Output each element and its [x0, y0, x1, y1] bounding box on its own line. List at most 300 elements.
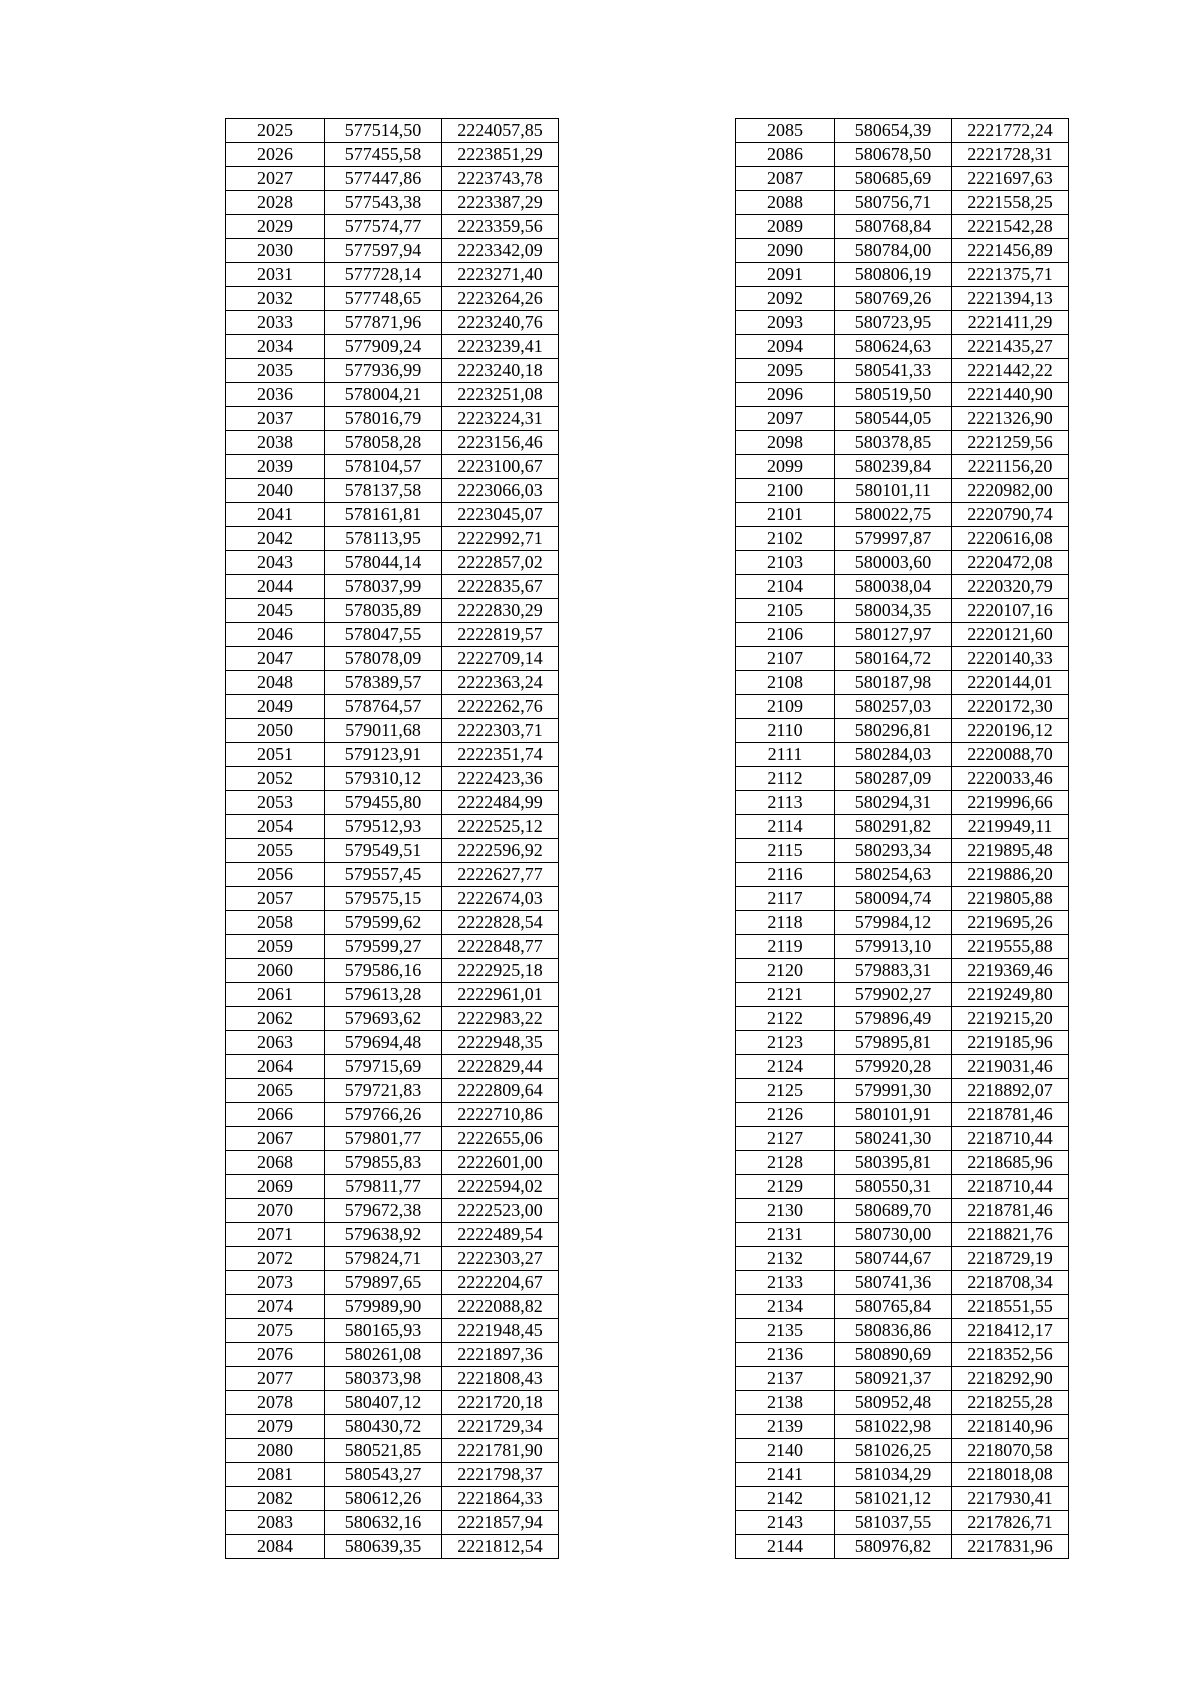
- y-coordinate-cell: 2218352,56: [952, 1343, 1069, 1367]
- table-row: [226, 431, 559, 455]
- point-number-cell: 2031: [226, 263, 325, 287]
- y-coordinate-cell: 2222204,67: [442, 1271, 559, 1295]
- point-number-cell: 2034: [226, 335, 325, 359]
- table-row: [226, 359, 559, 383]
- y-coordinate-cell: 2222423,36: [442, 767, 559, 791]
- table-row: [226, 455, 559, 479]
- x-coordinate-cell: 580293,34: [835, 839, 952, 863]
- table-row: [736, 815, 1069, 839]
- y-coordinate-cell: 2218710,44: [952, 1127, 1069, 1151]
- y-coordinate-cell: 2218685,96: [952, 1151, 1069, 1175]
- y-coordinate-cell: 2221720,18: [442, 1391, 559, 1415]
- table-row: [226, 911, 559, 935]
- x-coordinate-cell: 580890,69: [835, 1343, 952, 1367]
- point-number-cell: 2117: [736, 887, 835, 911]
- point-number-cell: 2087: [736, 167, 835, 191]
- point-number-cell: 2138: [736, 1391, 835, 1415]
- y-coordinate-cell: 2223387,29: [442, 191, 559, 215]
- table-row: [736, 335, 1069, 359]
- table-row: [226, 1487, 559, 1511]
- point-number-cell: 2025: [226, 119, 325, 143]
- point-number-cell: 2111: [736, 743, 835, 767]
- table-row: [736, 1511, 1069, 1535]
- table-row: [736, 263, 1069, 287]
- x-coordinate-cell: 578037,99: [325, 575, 442, 599]
- point-number-cell: 2057: [226, 887, 325, 911]
- table-row: [736, 959, 1069, 983]
- point-number-cell: 2029: [226, 215, 325, 239]
- table-row: [226, 575, 559, 599]
- x-coordinate-cell: 577574,77: [325, 215, 442, 239]
- table-row: [226, 1415, 559, 1439]
- point-number-cell: 2128: [736, 1151, 835, 1175]
- y-coordinate-cell: 2222848,77: [442, 935, 559, 959]
- point-number-cell: 2067: [226, 1127, 325, 1151]
- point-number-cell: 2126: [736, 1103, 835, 1127]
- table-row: [226, 1031, 559, 1055]
- x-coordinate-cell: 577728,14: [325, 263, 442, 287]
- point-number-cell: 2080: [226, 1439, 325, 1463]
- point-number-cell: 2125: [736, 1079, 835, 1103]
- table-row: [736, 143, 1069, 167]
- table-row: [226, 215, 559, 239]
- point-number-cell: 2095: [736, 359, 835, 383]
- y-coordinate-cell: 2222596,92: [442, 839, 559, 863]
- table-row: [226, 647, 559, 671]
- point-number-cell: 2063: [226, 1031, 325, 1055]
- y-coordinate-cell: 2221697,63: [952, 167, 1069, 191]
- y-coordinate-cell: 2218140,96: [952, 1415, 1069, 1439]
- point-number-cell: 2105: [736, 599, 835, 623]
- x-coordinate-cell: 580765,84: [835, 1295, 952, 1319]
- x-coordinate-cell: 577543,38: [325, 191, 442, 215]
- table-row: [226, 383, 559, 407]
- y-coordinate-cell: 2223224,31: [442, 407, 559, 431]
- table-row: [736, 503, 1069, 527]
- y-coordinate-cell: 2223100,67: [442, 455, 559, 479]
- x-coordinate-cell: 580624,63: [835, 335, 952, 359]
- x-coordinate-cell: 580612,26: [325, 1487, 442, 1511]
- y-coordinate-cell: 2221808,43: [442, 1367, 559, 1391]
- table-row: [736, 671, 1069, 695]
- x-coordinate-cell: 580187,98: [835, 671, 952, 695]
- y-coordinate-cell: 2218708,34: [952, 1271, 1069, 1295]
- point-number-cell: 2074: [226, 1295, 325, 1319]
- table-row: [736, 1463, 1069, 1487]
- point-number-cell: 2089: [736, 215, 835, 239]
- x-coordinate-cell: 580784,00: [835, 239, 952, 263]
- y-coordinate-cell: 2221864,33: [442, 1487, 559, 1511]
- table-row: [736, 839, 1069, 863]
- y-coordinate-cell: 2223240,18: [442, 359, 559, 383]
- table-row: [226, 311, 559, 335]
- table-row: [736, 647, 1069, 671]
- y-coordinate-cell: 2223342,09: [442, 239, 559, 263]
- point-number-cell: 2062: [226, 1007, 325, 1031]
- x-coordinate-cell: 580257,03: [835, 695, 952, 719]
- point-number-cell: 2127: [736, 1127, 835, 1151]
- y-coordinate-cell: 2221542,28: [952, 215, 1069, 239]
- y-coordinate-cell: 2219369,46: [952, 959, 1069, 983]
- point-number-cell: 2104: [736, 575, 835, 599]
- x-coordinate-cell: 580976,82: [835, 1535, 952, 1559]
- y-coordinate-cell: 2218412,17: [952, 1319, 1069, 1343]
- x-coordinate-cell: 579811,77: [325, 1175, 442, 1199]
- x-coordinate-cell: 577514,50: [325, 119, 442, 143]
- y-coordinate-cell: 2222489,54: [442, 1223, 559, 1247]
- point-number-cell: 2032: [226, 287, 325, 311]
- point-number-cell: 2049: [226, 695, 325, 719]
- table-row: [736, 1223, 1069, 1247]
- table-row: [736, 455, 1069, 479]
- point-number-cell: 2084: [226, 1535, 325, 1559]
- y-coordinate-cell: 2218821,76: [952, 1223, 1069, 1247]
- point-number-cell: 2134: [736, 1295, 835, 1319]
- y-coordinate-cell: 2220172,30: [952, 695, 1069, 719]
- point-number-cell: 2047: [226, 647, 325, 671]
- point-number-cell: 2038: [226, 431, 325, 455]
- point-number-cell: 2123: [736, 1031, 835, 1055]
- table-row: [226, 959, 559, 983]
- point-number-cell: 2110: [736, 719, 835, 743]
- y-coordinate-cell: 2220144,01: [952, 671, 1069, 695]
- x-coordinate-cell: 579672,38: [325, 1199, 442, 1223]
- x-coordinate-cell: 577909,24: [325, 335, 442, 359]
- table-row: [736, 215, 1069, 239]
- y-coordinate-cell: 2222627,77: [442, 863, 559, 887]
- point-number-cell: 2055: [226, 839, 325, 863]
- x-coordinate-cell: 581037,55: [835, 1511, 952, 1535]
- table-row: [736, 431, 1069, 455]
- y-coordinate-cell: 2221812,54: [442, 1535, 559, 1559]
- table-row: [736, 1079, 1069, 1103]
- table-row: [226, 935, 559, 959]
- y-coordinate-cell: 2220790,74: [952, 503, 1069, 527]
- point-number-cell: 2093: [736, 311, 835, 335]
- table-row: [226, 1535, 559, 1559]
- y-coordinate-cell: 2222857,02: [442, 551, 559, 575]
- y-coordinate-cell: 2224057,85: [442, 119, 559, 143]
- x-coordinate-cell: 579575,15: [325, 887, 442, 911]
- x-coordinate-cell: 580756,71: [835, 191, 952, 215]
- point-number-cell: 2085: [736, 119, 835, 143]
- y-coordinate-cell: 2221897,36: [442, 1343, 559, 1367]
- table-row: [226, 839, 559, 863]
- table-row: [226, 887, 559, 911]
- x-coordinate-cell: 580541,33: [835, 359, 952, 383]
- point-number-cell: 2056: [226, 863, 325, 887]
- y-coordinate-cell: 2218729,19: [952, 1247, 1069, 1271]
- x-coordinate-cell: 580685,69: [835, 167, 952, 191]
- y-coordinate-cell: 2221411,29: [952, 311, 1069, 335]
- point-number-cell: 2081: [226, 1463, 325, 1487]
- table-row: [226, 1055, 559, 1079]
- x-coordinate-cell: 580241,30: [835, 1127, 952, 1151]
- y-coordinate-cell: 2222830,29: [442, 599, 559, 623]
- point-number-cell: 2133: [736, 1271, 835, 1295]
- table-row: [226, 1343, 559, 1367]
- x-coordinate-cell: 579883,31: [835, 959, 952, 983]
- table-row: [736, 767, 1069, 791]
- y-coordinate-cell: 2220121,60: [952, 623, 1069, 647]
- table-row: [736, 1535, 1069, 1559]
- y-coordinate-cell: 2222088,82: [442, 1295, 559, 1319]
- y-coordinate-cell: 2220088,70: [952, 743, 1069, 767]
- point-number-cell: 2044: [226, 575, 325, 599]
- y-coordinate-cell: 2223743,78: [442, 167, 559, 191]
- y-coordinate-cell: 2219996,66: [952, 791, 1069, 815]
- y-coordinate-cell: 2218255,28: [952, 1391, 1069, 1415]
- y-coordinate-cell: 2219895,48: [952, 839, 1069, 863]
- point-number-cell: 2136: [736, 1343, 835, 1367]
- table-row: [736, 191, 1069, 215]
- point-number-cell: 2102: [736, 527, 835, 551]
- y-coordinate-cell: 2223240,76: [442, 311, 559, 335]
- table-row: [736, 1055, 1069, 1079]
- x-coordinate-cell: 578016,79: [325, 407, 442, 431]
- y-coordinate-cell: 2221948,45: [442, 1319, 559, 1343]
- y-coordinate-cell: 2222674,03: [442, 887, 559, 911]
- point-number-cell: 2069: [226, 1175, 325, 1199]
- x-coordinate-cell: 580689,70: [835, 1199, 952, 1223]
- y-coordinate-cell: 2220616,08: [952, 527, 1069, 551]
- table-row: [226, 1199, 559, 1223]
- x-coordinate-cell: 581022,98: [835, 1415, 952, 1439]
- table-row: [226, 1271, 559, 1295]
- point-number-cell: 2119: [736, 935, 835, 959]
- y-coordinate-cell: 2221772,24: [952, 119, 1069, 143]
- table-row: [736, 119, 1069, 143]
- table-row: [226, 1151, 559, 1175]
- table-row: [736, 551, 1069, 575]
- table-row: [226, 1367, 559, 1391]
- y-coordinate-cell: 2219805,88: [952, 887, 1069, 911]
- x-coordinate-cell: 579902,27: [835, 983, 952, 1007]
- table-row: [736, 1271, 1069, 1295]
- table-row: [226, 863, 559, 887]
- y-coordinate-cell: 2222710,86: [442, 1103, 559, 1127]
- x-coordinate-cell: 580730,00: [835, 1223, 952, 1247]
- x-coordinate-cell: 578047,55: [325, 623, 442, 647]
- table-row: [226, 1127, 559, 1151]
- table-row: [226, 527, 559, 551]
- x-coordinate-cell: 580294,31: [835, 791, 952, 815]
- table-row: [736, 1391, 1069, 1415]
- x-coordinate-cell: 580378,85: [835, 431, 952, 455]
- x-coordinate-cell: 580741,36: [835, 1271, 952, 1295]
- x-coordinate-cell: 580632,16: [325, 1511, 442, 1535]
- table-row: [226, 143, 559, 167]
- y-coordinate-cell: 2219249,80: [952, 983, 1069, 1007]
- x-coordinate-cell: 581026,25: [835, 1439, 952, 1463]
- x-coordinate-cell: 577871,96: [325, 311, 442, 335]
- table-row: [226, 551, 559, 575]
- table-row: [226, 1463, 559, 1487]
- x-coordinate-cell: 580127,97: [835, 623, 952, 647]
- y-coordinate-cell: 2219185,96: [952, 1031, 1069, 1055]
- y-coordinate-cell: 2219031,46: [952, 1055, 1069, 1079]
- point-number-cell: 2058: [226, 911, 325, 935]
- point-number-cell: 2135: [736, 1319, 835, 1343]
- table-row: [226, 167, 559, 191]
- x-coordinate-cell: 579123,91: [325, 743, 442, 767]
- x-coordinate-cell: 579801,77: [325, 1127, 442, 1151]
- y-coordinate-cell: 2221375,71: [952, 263, 1069, 287]
- table-row: [226, 239, 559, 263]
- point-number-cell: 2050: [226, 719, 325, 743]
- x-coordinate-cell: 578389,57: [325, 671, 442, 695]
- y-coordinate-cell: 2223264,26: [442, 287, 559, 311]
- x-coordinate-cell: 580291,82: [835, 815, 952, 839]
- x-coordinate-cell: 580430,72: [325, 1415, 442, 1439]
- y-coordinate-cell: 2222835,67: [442, 575, 559, 599]
- x-coordinate-cell: 578058,28: [325, 431, 442, 455]
- y-coordinate-cell: 2222948,35: [442, 1031, 559, 1055]
- y-coordinate-cell: 2222303,27: [442, 1247, 559, 1271]
- y-coordinate-cell: 2221156,20: [952, 455, 1069, 479]
- point-number-cell: 2086: [736, 143, 835, 167]
- table-row: [736, 599, 1069, 623]
- table-row: [736, 167, 1069, 191]
- point-number-cell: 2130: [736, 1199, 835, 1223]
- table-row: [736, 863, 1069, 887]
- y-coordinate-cell: 2218292,90: [952, 1367, 1069, 1391]
- x-coordinate-cell: 581021,12: [835, 1487, 952, 1511]
- table-row: [226, 1391, 559, 1415]
- y-coordinate-cell: 2218781,46: [952, 1199, 1069, 1223]
- point-number-cell: 2059: [226, 935, 325, 959]
- point-number-cell: 2098: [736, 431, 835, 455]
- table-row: [736, 527, 1069, 551]
- y-coordinate-cell: 2223271,40: [442, 263, 559, 287]
- point-number-cell: 2030: [226, 239, 325, 263]
- point-number-cell: 2066: [226, 1103, 325, 1127]
- y-coordinate-cell: 2222363,24: [442, 671, 559, 695]
- point-number-cell: 2113: [736, 791, 835, 815]
- point-number-cell: 2073: [226, 1271, 325, 1295]
- point-number-cell: 2077: [226, 1367, 325, 1391]
- y-coordinate-cell: 2223251,08: [442, 383, 559, 407]
- x-coordinate-cell: 578004,21: [325, 383, 442, 407]
- point-number-cell: 2124: [736, 1055, 835, 1079]
- point-number-cell: 2099: [736, 455, 835, 479]
- table-row: [226, 1511, 559, 1535]
- x-coordinate-cell: 580022,75: [835, 503, 952, 527]
- table-row: [226, 1103, 559, 1127]
- table-row: [736, 983, 1069, 1007]
- point-number-cell: 2037: [226, 407, 325, 431]
- x-coordinate-cell: 580395,81: [835, 1151, 952, 1175]
- table-row: [736, 1151, 1069, 1175]
- point-number-cell: 2096: [736, 383, 835, 407]
- y-coordinate-cell: 2222523,00: [442, 1199, 559, 1223]
- table-row: [736, 1487, 1069, 1511]
- y-coordinate-cell: 2221798,37: [442, 1463, 559, 1487]
- x-coordinate-cell: 579512,93: [325, 815, 442, 839]
- table-row: [736, 935, 1069, 959]
- table-row: [226, 1295, 559, 1319]
- y-coordinate-cell: 2222961,01: [442, 983, 559, 1007]
- y-coordinate-cell: 2222262,76: [442, 695, 559, 719]
- table-row: [736, 1199, 1069, 1223]
- x-coordinate-cell: 578104,57: [325, 455, 442, 479]
- x-coordinate-cell: 578078,09: [325, 647, 442, 671]
- x-coordinate-cell: 580723,95: [835, 311, 952, 335]
- point-number-cell: 2097: [736, 407, 835, 431]
- y-coordinate-cell: 2222925,18: [442, 959, 559, 983]
- y-coordinate-cell: 2220107,16: [952, 599, 1069, 623]
- point-number-cell: 2091: [736, 263, 835, 287]
- table-row: [736, 791, 1069, 815]
- y-coordinate-cell: 2220196,12: [952, 719, 1069, 743]
- table-row: [226, 671, 559, 695]
- point-number-cell: 2092: [736, 287, 835, 311]
- table-row: [226, 767, 559, 791]
- x-coordinate-cell: 579455,80: [325, 791, 442, 815]
- coordinate-table-left: [225, 118, 559, 1559]
- x-coordinate-cell: 580744,67: [835, 1247, 952, 1271]
- x-coordinate-cell: 579997,87: [835, 527, 952, 551]
- point-number-cell: 2143: [736, 1511, 835, 1535]
- table-row: [226, 335, 559, 359]
- table-row: [736, 695, 1069, 719]
- x-coordinate-cell: 581034,29: [835, 1463, 952, 1487]
- x-coordinate-cell: 580101,91: [835, 1103, 952, 1127]
- y-coordinate-cell: 2218070,58: [952, 1439, 1069, 1463]
- x-coordinate-cell: 579638,92: [325, 1223, 442, 1247]
- x-coordinate-cell: 578137,58: [325, 479, 442, 503]
- y-coordinate-cell: 2223156,46: [442, 431, 559, 455]
- point-number-cell: 2068: [226, 1151, 325, 1175]
- table-row: [736, 1343, 1069, 1367]
- x-coordinate-cell: 580769,26: [835, 287, 952, 311]
- point-number-cell: 2040: [226, 479, 325, 503]
- point-number-cell: 2094: [736, 335, 835, 359]
- x-coordinate-cell: 579599,27: [325, 935, 442, 959]
- point-number-cell: 2144: [736, 1535, 835, 1559]
- point-number-cell: 2071: [226, 1223, 325, 1247]
- point-number-cell: 2051: [226, 743, 325, 767]
- table-row: [226, 743, 559, 767]
- point-number-cell: 2140: [736, 1439, 835, 1463]
- x-coordinate-cell: 579586,16: [325, 959, 442, 983]
- x-coordinate-cell: 577447,86: [325, 167, 442, 191]
- x-coordinate-cell: 579920,28: [835, 1055, 952, 1079]
- point-number-cell: 2054: [226, 815, 325, 839]
- table-row: [736, 1127, 1069, 1151]
- table-row: [226, 695, 559, 719]
- x-coordinate-cell: 579984,12: [835, 911, 952, 935]
- point-number-cell: 2109: [736, 695, 835, 719]
- x-coordinate-cell: 580550,31: [835, 1175, 952, 1199]
- y-coordinate-cell: 2218892,07: [952, 1079, 1069, 1103]
- point-number-cell: 2131: [736, 1223, 835, 1247]
- table-row: [736, 1103, 1069, 1127]
- x-coordinate-cell: 579599,62: [325, 911, 442, 935]
- x-coordinate-cell: 580296,81: [835, 719, 952, 743]
- table-row: [736, 359, 1069, 383]
- point-number-cell: 2064: [226, 1055, 325, 1079]
- y-coordinate-cell: 2222828,54: [442, 911, 559, 935]
- x-coordinate-cell: 579989,90: [325, 1295, 442, 1319]
- x-coordinate-cell: 580952,48: [835, 1391, 952, 1415]
- x-coordinate-cell: 580921,37: [835, 1367, 952, 1391]
- y-coordinate-cell: 2217930,41: [952, 1487, 1069, 1511]
- y-coordinate-cell: 2221259,56: [952, 431, 1069, 455]
- y-coordinate-cell: 2222601,00: [442, 1151, 559, 1175]
- table-row: [226, 119, 559, 143]
- x-coordinate-cell: 579897,65: [325, 1271, 442, 1295]
